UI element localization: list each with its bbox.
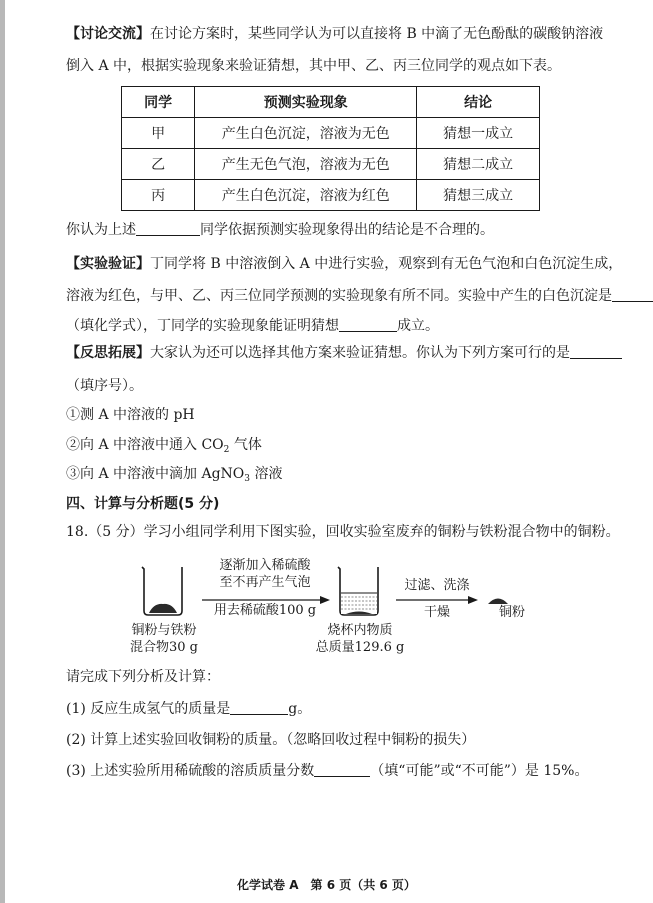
reflect-tag: 【反思拓展】 xyxy=(66,345,150,361)
verify-line-1 xyxy=(66,255,622,273)
step1-label-bottom: 用去稀硫酸100 g xyxy=(213,603,317,618)
part-1-text: (1) 反应生成氢气的质量是 xyxy=(66,701,231,717)
part-1-unit: g。 xyxy=(288,701,312,717)
beaker-1-icon xyxy=(142,567,182,615)
table-cell: 甲 xyxy=(122,118,195,149)
copper-powder-icon xyxy=(488,599,508,605)
unreasonable-before: 你认为上述 xyxy=(66,222,136,238)
answer-blank[interactable] xyxy=(230,700,288,715)
reflect-line-2: （填序号）。 xyxy=(66,378,143,394)
step2-label-top: 过滤、洗涤 xyxy=(404,578,470,593)
q18-stem: 18.（5 分）学习小组同学利用下图实验，回收实验室废弃的铜粉与铁粉混合物中的铜粉。 xyxy=(66,524,620,540)
table-row xyxy=(122,180,540,211)
reflect-option-1: ①测 A 中溶液的 pH xyxy=(66,407,195,423)
subscript: 2 xyxy=(223,445,230,455)
answer-blank[interactable] xyxy=(136,221,200,236)
table-row xyxy=(122,149,540,180)
table-cell: 产生无色气泡，溶液为无色 xyxy=(195,149,417,180)
verify-text-3b: 成立。 xyxy=(397,318,439,334)
option-2-text: ②向 A 中溶液中通入 CO xyxy=(66,437,224,453)
page-footer: 化学试卷 A 第 6 页（共 6 页） xyxy=(237,878,416,892)
table-cell: 猜想一成立 xyxy=(417,118,540,149)
table-cell: 产生白色沉淀，溶液为红色 xyxy=(195,180,417,211)
verify-line-3 xyxy=(66,317,439,335)
beaker-1-label-1: 铜粉与铁粉 xyxy=(131,623,197,638)
part-3-text: (3) 上述实验所用稀硫酸的溶质质量分数 xyxy=(66,763,315,779)
verify-text-3a: （填化学式），丁同学的实验现象能证明猜想 xyxy=(66,318,339,334)
table-cell: 乙 xyxy=(122,149,195,180)
discussion-line-1 xyxy=(66,25,603,43)
table-cell: 猜想二成立 xyxy=(417,149,540,180)
arrow-2-icon xyxy=(396,596,478,604)
table-header: 预测实验现象 xyxy=(195,87,417,118)
unreasonable-line xyxy=(66,221,494,239)
part-3-text-end: （填“可能”或“不可能”）是 15%。 xyxy=(370,763,589,779)
verify-text-1: 丁同学将 B 中溶液倒入 A 中进行实验，观察到有无色气泡和白色沉淀生成， xyxy=(150,256,623,272)
verify-text-2: 溶液为红色，与甲、乙、丙三位同学预测的实验现象有所不同。实验中产生的白色沉淀是 xyxy=(66,288,612,304)
option-2-text-end: 气体 xyxy=(229,437,262,453)
verify-tag: 【实验验证】 xyxy=(66,256,150,272)
option-3-text: ③向 A 中溶液中滴加 AgNO xyxy=(66,466,245,482)
table-cell: 丙 xyxy=(122,180,195,211)
q18-part-2: (2) 计算上述实验回收铜粉的质量。（忽略回收过程中铜粉的损失） xyxy=(66,732,476,748)
beaker-1-label-2: 混合物30 g xyxy=(130,640,198,655)
option-3-text-end: 溶液 xyxy=(250,466,283,482)
table-header: 同学 xyxy=(122,87,195,118)
discussion-tag: 【讨论交流】 xyxy=(66,26,150,42)
discussion-text-1: 在讨论方案时，某些同学认为可以直接将 B 中滴了无色酚酞的碳酸钠溶液 xyxy=(150,26,604,42)
q18-part-1 xyxy=(66,700,311,718)
reflect-option-3 xyxy=(66,465,282,483)
beaker-2-icon xyxy=(338,567,378,615)
discussion-line-2: 倒入 A 中，根据实验现象来验证猜想，其中甲、乙、丙三位同学的观点如下表。 xyxy=(66,58,562,74)
answer-blank[interactable] xyxy=(570,344,622,359)
beaker-2-label-2: 总质量129.6 g xyxy=(315,640,405,655)
section-4-title: 四、计算与分析题(5 分) xyxy=(66,496,220,512)
prediction-table xyxy=(121,86,540,211)
reflect-option-2 xyxy=(66,436,262,454)
answer-blank[interactable] xyxy=(339,317,397,332)
beaker-2-label-1: 烧杯内物质 xyxy=(327,623,393,638)
table-cell: 产生白色沉淀，溶液为无色 xyxy=(195,118,417,149)
step1-label-top-2: 至不再产生气泡 xyxy=(219,575,311,590)
answer-blank[interactable] xyxy=(314,762,370,777)
product-label: 铜粉 xyxy=(498,605,525,620)
answer-blank[interactable] xyxy=(612,287,653,302)
table-cell: 猜想三成立 xyxy=(417,180,540,211)
verify-line-2 xyxy=(66,287,653,305)
q18-part-3 xyxy=(66,762,588,780)
table-row xyxy=(122,118,540,149)
table-header: 结论 xyxy=(417,87,540,118)
subscript: 3 xyxy=(244,474,250,484)
scan-edge xyxy=(0,0,5,903)
reflect-text-1: 大家认为还可以选择其他方案来验证猜想。你认为下列方案可行的是 xyxy=(150,345,570,361)
step1-label-top-1: 逐渐加入稀硫酸 xyxy=(219,558,311,573)
reflect-line-1 xyxy=(66,344,622,362)
unreasonable-after: 同学依据预测实验现象得出的结论是不合理的。 xyxy=(200,222,494,238)
q18-instruction: 请完成下列分析及计算： xyxy=(66,669,220,685)
table-header-row xyxy=(122,87,540,118)
step2-label-bottom: 干燥 xyxy=(423,605,450,620)
